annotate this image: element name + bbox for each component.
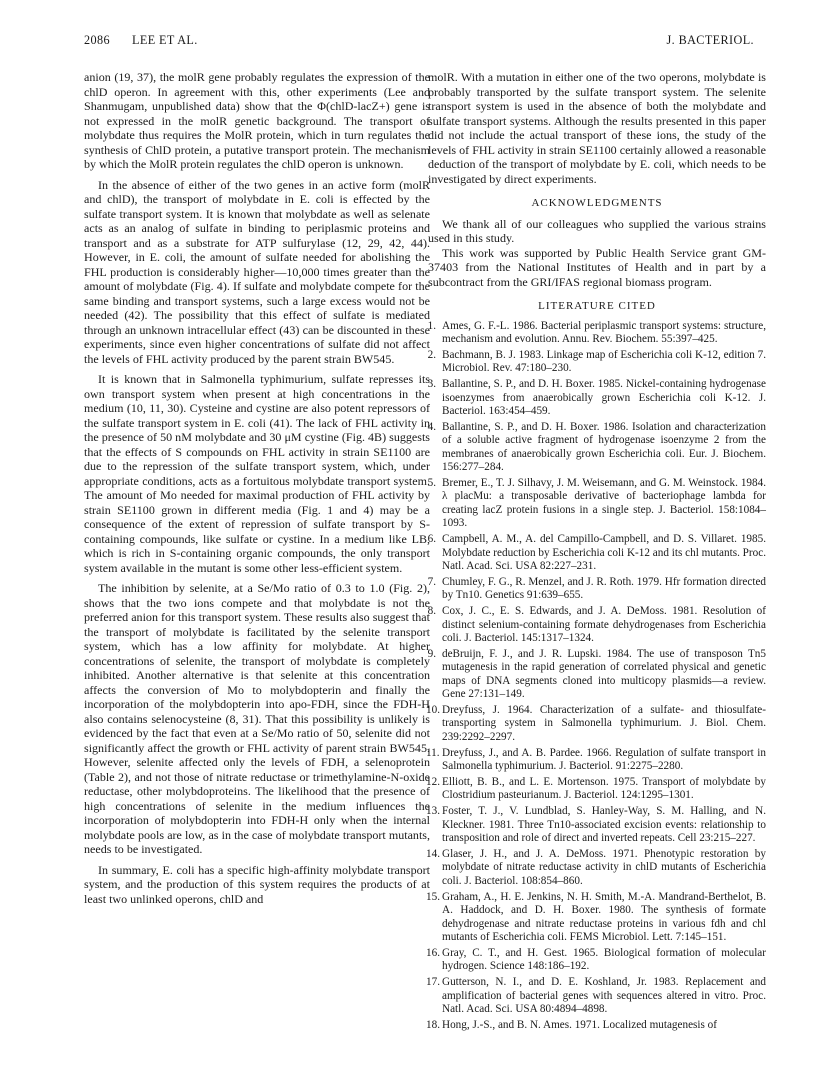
reference-number: 11. — [426, 746, 440, 759]
reference-text: Graham, A., H. E. Jenkins, N. H. Smith, M.-A. Mandrand-Berthelot, B. A. Haddock, and D. H. Boxer. 1980. The synthesis of formate dehydrogenase and nitrate reductase proteins in various fdh and chl mutants of Escherichia coli. FEMS Microbiol. Lett. 7:145–151. — [442, 890, 766, 943]
reference-number: 5. — [427, 476, 436, 489]
reference-item — [428, 805, 766, 845]
reference-number: 2. — [427, 348, 436, 361]
reference-number: 17. — [426, 976, 440, 989]
reference-text: Ballantine, S. P., and D. H. Boxer. 1986. Isolation and characterization of a soluble active fragment of hydrogenase isoenzyme 2 from the membranes of anaerobically grown Escherichia coli. Eur. J. Biochem. 156:277–284. — [442, 420, 766, 474]
body-paragraph: In the absence of either of the two genes in an active form (molR and chlD), the transport of molybdate in E. coli is effected by the sulfate transport system. It is known that molybdate as well as selenate acts as an analog of sulfate in binding to periplasmic proteins and transport and as a substrate for ATP sulfurylase (12, 29, 42, 44). However, in E. coli, the amount of sulfate needed for abolishing the FHL production is considerably higher—10,000 times greater than the amount of molybdate (Fig. 4). If sulfate and molybdate compete for the same binding and transport systems, such a large excess would not be needed (42). The possibility that this effect of sulfate is mediated through an unknown intracellular effect (43) can be discounted in these experiments, since even higher concentrations of sulfate did not affect the levels of FHL activity produced by the parent strain BW545. — [84, 177, 430, 366]
reference-number: 12. — [426, 776, 440, 788]
reference-number: 15. — [426, 890, 440, 903]
reference-number: 1. — [427, 319, 436, 332]
acknowledgment-paragraph: This work was supported by Public Health Service grant GM-37403 from the National Institutes of Health and in part by a subcontract from the GRI/IFAS regional biomass program. — [428, 245, 766, 289]
running-header — [84, 33, 754, 53]
reference-number: 4. — [427, 420, 436, 433]
reference-item — [428, 947, 766, 974]
reference-number: 3. — [427, 378, 436, 391]
literature-cited-heading: LITERATURE CITED — [538, 300, 656, 312]
reference-item — [428, 848, 766, 888]
reference-text: Gutterson, N. I., and D. E. Koshland, Jr. 1983. Replacement and amplification of bacterial genes with sequences altered in vitro. Proc. Natl. Acad. Sci. USA 80:4894–4898. — [442, 976, 766, 1015]
reference-text: Bremer, E., T. J. Silhavy, J. M. Weisemann, and G. M. Weinstock. 1984. λ placMu: a transposable derivative of bacteriophage lambda for creating lacZ protein fusions in a single step. J. Bacteriol. 158:1084–1093. — [442, 476, 766, 530]
body-paragraph: In summary, E. coli has a specific high-affinity molybdate transport system, and the production of this system requires the products of at least two unlinked operons, chlD and — [84, 862, 430, 906]
reference-item — [428, 891, 766, 945]
reference-item — [428, 533, 766, 573]
reference-item — [428, 704, 766, 744]
reference-item — [428, 776, 766, 803]
reference-item — [428, 378, 766, 418]
body-paragraph: The inhibition by selenite, at a Se/Mo ratio of 0.3 to 1.0 (Fig. 2), shows that the two ions compete and that molybdate is not the preferred anion for this transport system. These results also suggest that the transport of molybdate is facilitated by the selenite transport system, which has a low affinity for molybdate. At higher concentrations of selenite, the transport of molybdate is completely inhibited. Another alternative is that selenite at this concentration affects the conversion of Mo to molybdopterin and finally the incorporation of the molybdopterin into apo-FDH, since the FDH-H also contains selenocysteine (8, 31). That this possibility is unlikely is evidenced by the fact that even at a Se/Mo ratio of 50, selenite did not significantly affect the growth or FHL activity of parent strain BW545. However, selenite affected only the levels of FDH, a selenoprotein (Table 2), and not those of nitrate reductase or trimethylamine-N-oxide reductase, other molybdoproteins. The likelihood that the presence of high concentrations of selenite in the medium influences the incorporation of molybdopterin into FDH-H only when the internal molybdate pools are low, as in the case of molybdate transport mutants, needs to be investigated. — [84, 581, 430, 856]
reference-text: Chumley, F. G., R. Menzel, and J. R. Roth. 1979. Hfr formation directed by Tn10. Genetics 91:639–655. — [442, 575, 767, 602]
reference-number: 16. — [426, 946, 440, 959]
reference-item — [428, 349, 766, 376]
journal-name: J. BACTERIOL. — [666, 33, 754, 47]
reference-item — [428, 605, 766, 645]
body-paragraph: It is known that in Salmonella typhimurium, sulfate represses its own transport system when present at high concentrations in the medium (10, 11, 30). Cysteine and cystine are also potent repressors of the sulfate transport system in E. coli (41). The lack of FHL activity in the presence of 50 nM molybdate and 30 μM cystine (Fig. 4B) suggests that the effects of S compounds on FHL activity in strain SE1100 are due to the repression of the sulfate transport system, which, under appropriate conditions, acts as a fortuitous molybdate transport system. The amount of Mo needed for maximal production of FHL activity by strain SE1100 grown in different media (Fig. 1 and 4) may be a consequence of the extent of repression of sulfate transport by S-containing compounds, like sulfate or cystine. In a medium like LB, which is rich in S-containing organic compounds, the only transport system available in the mutant is some other less-efficient system. — [84, 372, 430, 575]
reference-text: Ames, G. F.-L. 1986. Bacterial periplasmic transport systems: structure, mechanism and evolution. Annu. Rev. Biochem. 55:397–425. — [442, 319, 766, 345]
reference-text: Cox, J. C., E. S. Edwards, and J. A. DeMoss. 1981. Resolution of distinct selenium-containing formate dehydrogenases from Escherichia coli. J. Bacteriol. 145:1317–1324. — [442, 605, 766, 644]
reference-item — [428, 421, 766, 475]
left-column — [84, 70, 430, 906]
reference-item — [428, 648, 766, 702]
reference-item — [428, 976, 766, 1016]
reference-text: deBruijn, F. J., and J. R. Lupski. 1984. The use of transposon Tn5 mutagenesis in the rapid generation of correlated physical and genetic maps of DNA segments cloned into multicopy plasmids—a review. Gene 27:131–149. — [442, 647, 766, 701]
reference-text: Elliott, B. B., and L. E. Mortenson. 1975. Transport of molybdate by Clostridium pasteurianum. J. Bacteriol. 124:1295–1301. — [442, 776, 766, 802]
reference-number: 10. — [426, 703, 440, 716]
reference-list — [428, 320, 766, 1033]
reference-text: Foster, T. J., V. Lundblad, S. Hanley-Way, S. M. Halling, and N. Kleckner. 1981. Three Tn10-associated excision events: relationship to transposition and role of direct and inverted repeats. Cell 23:215–227. — [442, 805, 766, 845]
reference-number: 14. — [426, 848, 440, 861]
reference-number: 7. — [427, 575, 436, 588]
reference-item — [428, 747, 766, 774]
reference-item — [428, 477, 766, 531]
acknowledgments-heading: ACKNOWLEDGMENTS — [531, 197, 663, 209]
body-paragraph: molR. With a mutation in either one of the two operons, molybdate is probably transported by the sulfate transport system. The selenite transport system is used in the absence of both the molybdate and sulfate transport systems. Although the results presented in this paper did not include the actual transport of these ions, the study of the levels of FHL activity in strain SE1100 certainly allowed a reasonable deduction of the transport of molybdate by E. coli, which needs to be investigated by direct experiments. — [428, 70, 766, 186]
reference-item — [428, 1019, 766, 1032]
reference-text: Dreyfuss, J. 1964. Characterization of a sulfate- and thiosulfate-transporting system in Salmonella typhimurium. J. Biol. Chem. 239:2292–2297. — [442, 703, 766, 743]
reference-item — [428, 576, 766, 603]
reference-text: Ballantine, S. P., and D. H. Boxer. 1985. Nickel-containing hydrogenase isoenzymes from anaerobically grown Escherichia coli K-12. J. Bacteriol. 163:454–459. — [442, 378, 766, 417]
reference-item — [428, 320, 766, 347]
running-authors: LEE ET AL. — [132, 33, 198, 47]
reference-text: Bachmann, B. J. 1983. Linkage map of Escherichia coli K-12, edition 7. Microbiol. Rev. 47:180–230. — [442, 348, 766, 375]
right-column — [428, 70, 766, 1035]
reference-text: Glaser, J. H., and J. A. DeMoss. 1971. Phenotypic restoration by molybdate of nitrate reductase activity in chlD mutants of Escherichia coli. J. Bacteriol. 108:854–860. — [442, 848, 766, 887]
reference-text: Campbell, A. M., A. del Campillo-Campbell, and D. S. Villaret. 1985. Molybdate reduction by Escherichia coli K-12 and its chl mutants. Proc. Natl. Acad. Sci. USA 82:227–231. — [442, 533, 766, 572]
reference-number: 8. — [427, 605, 436, 618]
reference-text: Hong, J.-S., and B. N. Ames. 1971. Localized mutagenesis of — [442, 1018, 717, 1031]
acknowledgment-paragraph: We thank all of our colleagues who supplied the various strains used in this study. — [428, 216, 766, 245]
reference-text: Gray, C. T., and H. Gest. 1965. Biological formation of molecular hydrogen. Science 148:186–192. — [442, 946, 766, 973]
page-number: 2086 — [84, 33, 110, 47]
reference-number: 18. — [426, 1018, 440, 1031]
reference-number: 6. — [427, 533, 436, 546]
body-paragraph: anion (19, 37), the molR gene probably regulates the expression of the chlD operon. In agreement with this, other experiments (Lee and Shanmugam, unpublished data) show that the Φ(chlD-lacZ+) gene is not expressed in the molR genetic background. The transport of molybdate thus requires the MolR protein, which in turn regulates the synthesis of ChlD protein, a putative transport protein. The mechanism by which the MolR protein regulates the chlD operon is unknown. — [84, 70, 430, 171]
reference-text: Dreyfuss, J., and A. B. Pardee. 1966. Regulation of sulfate transport in Salmonella typhimurium. J. Bacteriol. 91:2275–2280. — [442, 746, 766, 773]
reference-number: 13. — [426, 805, 440, 818]
reference-number: 9. — [427, 647, 436, 660]
